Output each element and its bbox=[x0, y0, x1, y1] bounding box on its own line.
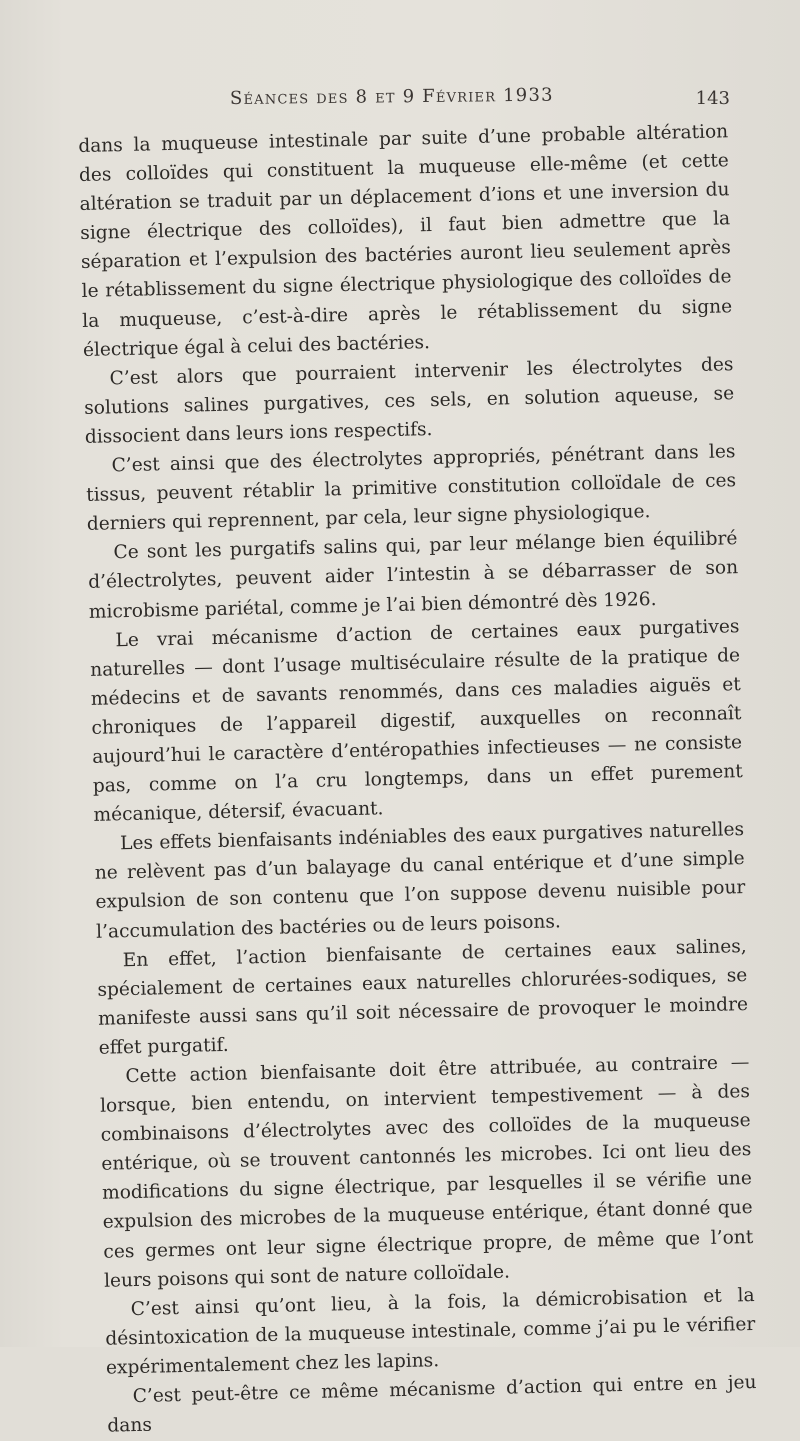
body-text bbox=[78, 117, 758, 1441]
running-title: Séances des 8 et 9 Février 1933 bbox=[229, 84, 554, 109]
paragraph: Le vrai mécanisme d’action de certaines eaux purgatives naturelles — dont l’usage multiséculaire résulte de la pratique de médecins et de savants renommés, dans ces maladies aiguës et chroniques de l’appareil digestif, auxquelles on reconnaît aujourd’hui le caractère d’entéropathies infectieuses — ne consiste pas, comme on l’a cru longtemps, dans un effet purement mécanique, détersif, évacuant. bbox=[89, 615, 743, 826]
paragraph: C’est ainsi qu’ont lieu, à la fois, la démicrobisation et la désintoxication de la muqueuse intestinale, comme j’ai pu le vérifier expérimentalement chez les lapins. bbox=[105, 1284, 756, 1379]
paragraph: Cette action bienfaisante doit être attribuée, au contraire — lorsque, bien entendu, on intervient tempestivement — à des combinaisons d’électrolytes avec des colloïdes de la muqueuse entérique, où se trouvent cantonnés les microbes. Ici ont lieu des modifications du signe électrique, par lesquelles il se vérifie une expulsion des microbes de la muqueuse entérique, étant donné que ces germes ont leur signe électrique propre, de même que l’ont leurs poisons qui sont de nature colloïdale. bbox=[99, 1052, 754, 1292]
paragraph: C’est alors que pourraient intervenir les électrolytes des solutions salines purgatives, ces sels, en solution aqueuse, se dissocient dans leurs ions respectifs. bbox=[84, 353, 735, 448]
paragraph: C’est peut-être ce même mécanisme d’action qui entre en jeu dans bbox=[107, 1371, 757, 1437]
page-number: 143 bbox=[695, 88, 730, 109]
paragraph: En effet, l’action bienfaisante de certaines eaux salines, spécialement de certaines eaux naturelles chlorurées-sodiques, se manifeste aussi sans qu’il soit nécessaire de provoquer le moindre effet purgatif. bbox=[97, 935, 749, 1059]
paragraph: Ce sont les purgatifs salins qui, par leur mélange bien équilibré d’électrolytes, peuvent aider l’intestin à se débarrasser de son microbisme pariétal, comme je l’ai bien démontré dès 1926. bbox=[87, 528, 739, 623]
paragraph: C’est ainsi que des électrolytes appropriés, pénétrant dans les tissus, peuvent rétablir la primitive constitution colloïdale de ces derniers qui reprennent, par cela, leur signe physiologique. bbox=[86, 441, 737, 536]
running-head bbox=[70, 84, 730, 116]
paragraph: dans la muqueuse intestinale par suite d’une probable altération des colloïdes qui constituent la muqueuse elle-même (et cette altération se traduit par un déplacement d’ions et une inversion du signe électrique des colloïdes), il faut bien admettre que la séparation et l’expulsion des bactéries auront lieu seulement après le rétablissement du signe électrique physiologique des colloïdes de la muqueuse, c’est-à-dire après le rétablissement du signe électrique égal à celui des bactéries. bbox=[78, 121, 733, 361]
paragraph: Les effets bienfaisants indéniables des eaux purgatives naturelles ne relèvent pas d’un balayage du canal entérique et d’une simple expulsion de son contenu que l’on suppose devenu nuisible pour l’accumulation des bactéries ou de leurs poisons. bbox=[94, 819, 746, 943]
